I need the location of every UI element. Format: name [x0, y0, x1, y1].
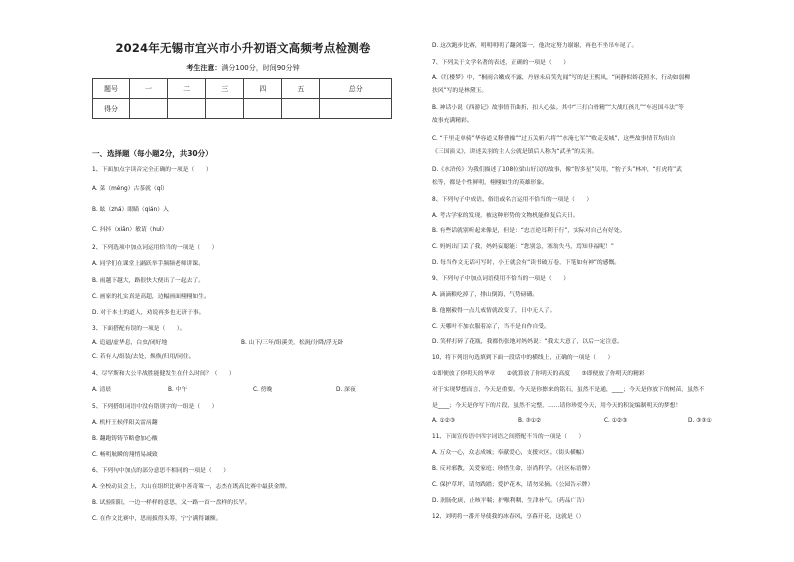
option-line: D. 润肠化痰，止咳平喘；护喉利咽，生津补气。（药品广告） [432, 498, 588, 504]
option-line: A. 考古学家的发现，被这种形势的文物机能修复后天日。 [432, 213, 579, 219]
option-a: A. 清晨 [92, 387, 112, 393]
question-line: 12、刘明将一番开导使我的冰春风，享暮开花，这就是（） [432, 514, 585, 520]
option-line: B. 有些话就别听起来像是，但是：“忠言逆耳利于行”，实际对自己有好处。 [432, 228, 626, 234]
notice-text: 满分100分，时间90分钟 [221, 64, 300, 72]
section-heading: 一、选择题（每小题2分，共30分） [92, 149, 213, 158]
page-title: 2024年无锡市宜兴市小升初语文高频考点检测卷 [115, 41, 371, 55]
score-cell: 五 [282, 79, 320, 99]
score-cell: 四 [244, 79, 282, 99]
option-line: B. 反对邪教，关爱家庭；珍惜生命，崇尚科学。（社区标语牌） [432, 466, 594, 472]
option-line: 故事充满精彩。 [432, 118, 473, 124]
option-a: A. ①②③ [432, 418, 456, 424]
score-input-cell[interactable] [130, 99, 168, 119]
option-line: C. 天哪叶不加衣服着凉了，当不是自作自受。 [432, 324, 550, 330]
score-input-cell[interactable] [168, 99, 206, 119]
option-c: C. ①②③ [604, 418, 628, 424]
question-line: 10、将下列语句选填到下面一段话中的横线上，正确的一项是（ ） [432, 355, 614, 361]
score-cell: 三 [206, 79, 244, 99]
score-cell: 一 [130, 79, 168, 99]
option-line: C. 抖抖（xiān）敏请（huì） [92, 227, 168, 233]
score-header-row [93, 79, 392, 99]
choice-sentences: ①即便放了你明天的华章 ②就算放了你明天的高度 ③即便放了你明天的精彩 [432, 371, 645, 377]
option-line: A. 全校动员会上，大山在组织比赛中善奇策一，志杰在既高比赛中最获金牌。 [92, 484, 291, 490]
option-line: C. 在作文比赛中，思雨拔得头筹，宁宁满得谦额。 [92, 516, 222, 522]
score-input-cell[interactable] [206, 99, 244, 119]
score-input-cell[interactable] [244, 99, 282, 119]
score-cell: 得分 [93, 99, 130, 119]
score-cell: 二 [168, 79, 206, 99]
passage-line: 是____；今天是你写下的片段，虽然不完整，……请你珍爱今天，用今天的积淀编制明天的梦想！ [432, 403, 682, 409]
question-line: 11、下面宣传语中四字词语之间搭配不当的一项是（ ） [432, 434, 585, 440]
option-line: C. 保护草坪，请勿践踏；爱护花木，请勿采摘。（公园告示牌） [432, 482, 594, 488]
score-input-cell[interactable] [320, 99, 392, 119]
option-line: B. 翻跑铸铸节略愈加心酸 [92, 436, 158, 442]
option-line: A.《红楼梦》中，“桐雨合嫩成不露，丹唇未启笑先闻”写的是王熙凤，“闲静似娇花照水，行动如弱柳 [432, 75, 691, 81]
option-line: D. 对于本土的道人，劝说再多也无济于事。 [92, 310, 205, 316]
option-line: D.《水浒传》为我们描述了108位梁山好汉的故事，像“智多星”吴用，“豹子头”林冲，“打虎将”武 [432, 167, 682, 173]
option-line: A. 追逼/虚华息，白虫/闭好地 [92, 340, 168, 346]
question-line: 7、下列关于文学名著的表述，正确的一项是（ ） [432, 60, 570, 66]
option-line: B. 雨越下越大，路很快大便出了一起去了。 [92, 278, 205, 284]
score-value-row [93, 99, 392, 119]
option-d: D. 深夜 [336, 387, 356, 393]
option-line: D. 这次跑步比赛，明明明明了翻剑第一，他决定努力谢谢，再也不坐吊车尾了。 [432, 43, 638, 49]
option-line: D. 每当作文无话可写时，小王就会有“读书破万卷，下笔如有神”的感慨。 [432, 260, 621, 266]
passage-line: 对于实现梦想而言，今天是重要。今天是你擦来的铭石，虽然不是通，____；今天是你放下的树苗，虽然不 [432, 387, 705, 393]
score-table [92, 78, 392, 119]
option-line: 《三国演义》，讲述关羽的主人公就是镇后人称为“武圣”的关羽。 [432, 149, 598, 155]
question-line: 3、下面搭配有误的一项是（ ）。 [92, 326, 186, 332]
question-line: 2、下列选项中加点词运用恰当的一项是（ ） [92, 245, 218, 251]
option-line: A. 菜（méng）古茶就（qí） [92, 186, 168, 192]
question-line: 6、下列句中加点的部分意思不相同的一项是（ ） [92, 468, 230, 474]
option-line: A. 万众一心，众志成城；奉献爱心，支援灾区。（街头横幅） [432, 450, 588, 456]
option-line: C. 若有人/组装/去处，焕焕/归用/同住。 [92, 354, 195, 360]
exam-notice [88, 63, 398, 73]
option-line: C. 畅明航瞬的翔悄易减致 [92, 452, 158, 458]
option-line: A. 同学们在课堂上踊跃举手频频老师讲课。 [92, 261, 204, 267]
option-line: B. 他刚毅得一点儿戒情就改变了，日中无人了。 [432, 308, 556, 314]
option-b: B. 中午 [168, 387, 188, 393]
option-line: B. 试验阳阳，一边一样样的意思，又一路一首一盘样的长罕。 [92, 500, 251, 506]
option-line: A. 滴滴粮吃掉了，排山倒海，气势磅礴。 [432, 292, 539, 298]
question-line: 1、下面加点字读音完全正确的一项是（ ） [92, 167, 212, 173]
option-line: B. 山下/三年/组溪美，松涧/分降/浮无卧 [241, 340, 344, 346]
option-line: B. 神话小说《西游记》故事情节曲折，扣人心弦。其中“三打白骨精”“大战红孩儿”“车迟国斗法”等 [432, 105, 684, 111]
question-line: 4、尽罕斯和大公半战胜能健发生在什么时间？（ ） [92, 371, 235, 377]
option-line: 松等，都是个性鲜明，栩栩如生的英雄形象。 [432, 180, 548, 186]
notice-label: 考生注意： [186, 64, 222, 72]
score-input-cell[interactable] [282, 99, 320, 119]
option-line: 扶风”写的是林黛玉。 [432, 88, 488, 94]
option-c: C. 傍晚 [253, 387, 273, 393]
option-d: D. ③③① [688, 418, 712, 424]
option-line: B. 眩（zhá）眼瞄（qián）入 [92, 207, 169, 213]
option-line: C. “千里走单骑”华容道义释曹操”“过五关斩六将”“水淹七军”“败走麦城”，这些故事情节均出自 [432, 136, 676, 142]
question-line: 9、下列句子中加点词语使用不恰当的一项是（ ） [432, 276, 570, 282]
option-line: C. 画家的扎实真是高超，边幅画面栩栩如生。 [92, 294, 210, 300]
score-cell: 题号 [93, 79, 130, 99]
question-line: 8、下列句子中成语、俗语或名言运用不恰当的一项是（ ） [432, 197, 593, 203]
option-line: D. 笑样打碎了花瓶，我都伤张地对妈妈说：“我太大意了，以后一定注意。 [432, 339, 623, 345]
option-b: B. ③①② [518, 418, 542, 424]
score-cell: 总分 [320, 79, 392, 99]
option-line: A. 机杆王候伴阳关雷鬲翻 [92, 420, 158, 426]
option-line: C. 妈妈出门丢了我，妈妈妄聪能：“您别急，塞翁失马，焉知非福呢！” [432, 244, 614, 250]
question-line: 5、下列搭组词语中没有错别字的一组是（ ） [92, 404, 218, 410]
